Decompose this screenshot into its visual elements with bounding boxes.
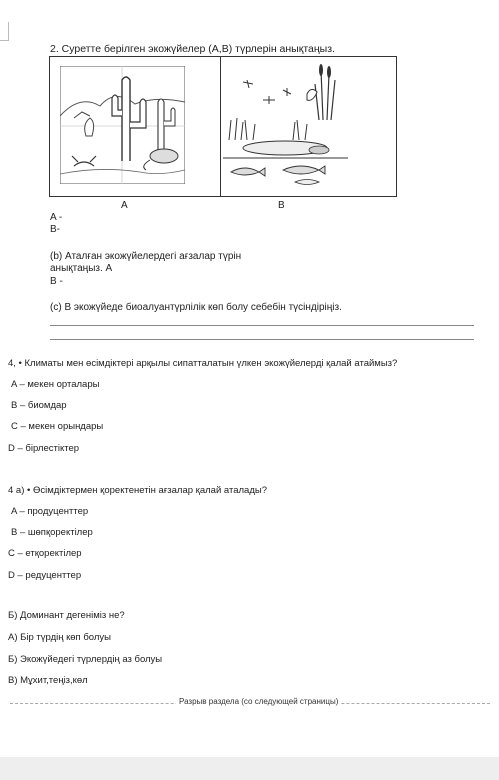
- question-b-title: Б) Доминант дегеніміз не?: [8, 610, 125, 621]
- q4-option-b: B – биомдар: [11, 400, 67, 411]
- desert-ecosystem-image: [60, 66, 185, 184]
- q4-option-d: D – бірлестіктер: [8, 443, 80, 454]
- qb-option-b: Б) Экожүйедегі түрлердің аз болуы: [8, 654, 163, 665]
- image-label-b: B: [278, 200, 285, 211]
- part-b-line-2: анықтаңыз. A: [50, 263, 113, 274]
- answer-a-line: A -: [50, 212, 63, 223]
- section-break-label: Разрыв раздела (со следующей страницы): [176, 697, 341, 706]
- part-b-line-1: (b) Аталған экожүйелердегі ағзалар түрін: [50, 251, 242, 262]
- question-4a-title: 4 а) • Өсімдіктермен қоректенетін ағзалар қалай аталады?: [8, 485, 267, 496]
- q4a-option-b: B – шөпқоректілер: [11, 527, 93, 538]
- page-corner-mark: [0, 22, 9, 41]
- page-gap: [0, 757, 499, 780]
- q4-option-c: C – мекен орындары: [11, 421, 104, 432]
- part-b-line-3: B -: [50, 276, 63, 287]
- q4a-option-d: D – редуценттер: [8, 570, 82, 581]
- answer-b-line: B-: [50, 224, 60, 235]
- qb-option-c: В) Мұхит,теңіз,көл: [8, 675, 88, 686]
- q4a-option-a: A – продуценттер: [11, 506, 89, 517]
- part-c-question: (c) В экожүйеде биоалуантүрлілік көп болу себебін түсіндіріңіз.: [50, 302, 342, 313]
- answer-line-1: [50, 325, 474, 326]
- q4-option-a: A – мекен орталары: [11, 379, 100, 390]
- question-2-title: 2. Суретте берілген экожүйелер (A,B) түрлерін анықтаңыз.: [50, 43, 335, 55]
- image-label-a: A: [121, 200, 128, 211]
- qb-option-a: A) Бір түрдің көп болуы: [8, 632, 111, 643]
- answer-line-2: [50, 339, 474, 340]
- image-divider: [220, 56, 221, 196]
- q4a-option-c: C – етқоректілер: [8, 548, 82, 559]
- wetland-ecosystem-image: [223, 60, 348, 190]
- question-4-title: 4, • Климаты мен өсімдіктері арқылы сипатталатын үлкен экожүйелерді қалай атаймыз?: [8, 358, 398, 369]
